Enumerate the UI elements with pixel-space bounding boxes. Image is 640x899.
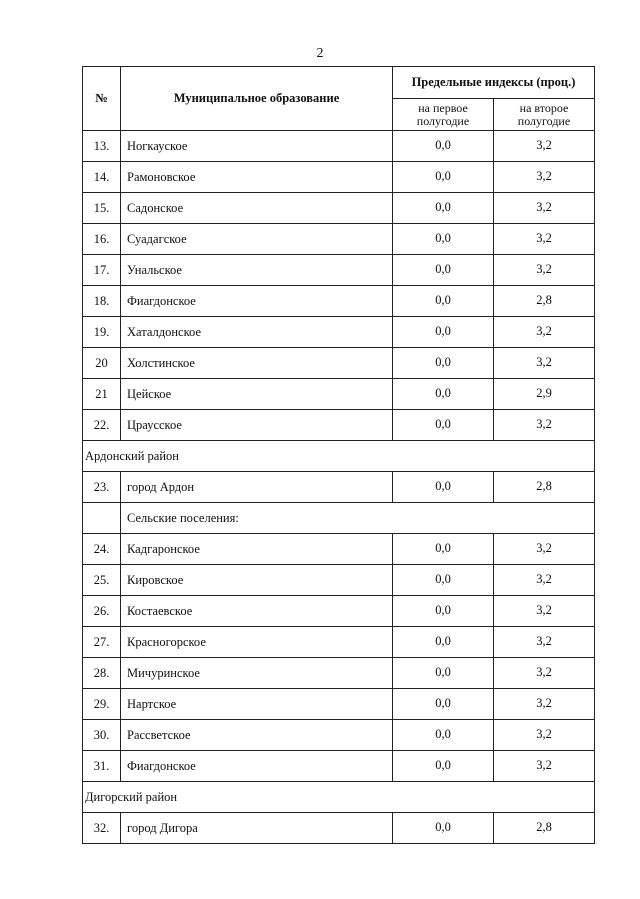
table-row — [83, 286, 595, 317]
limit-indices-table — [82, 66, 595, 844]
municipality-name: Рамоновское — [121, 162, 393, 193]
municipality-name: Хаталдонское — [121, 317, 393, 348]
first-half-index: 0,0 — [393, 720, 494, 751]
table-row — [83, 596, 595, 627]
row-number: 27. — [83, 627, 121, 658]
second-half-index: 3,2 — [494, 596, 595, 627]
column-header-municipality: Муниципальное образование — [121, 67, 393, 131]
first-half-index: 0,0 — [393, 286, 494, 317]
table-row — [83, 813, 595, 844]
row-number: 19. — [83, 317, 121, 348]
section-row — [83, 782, 595, 813]
column-header-second-half: на второе полугодие — [494, 99, 595, 131]
row-number: 20 — [83, 348, 121, 379]
second-half-index: 3,2 — [494, 565, 595, 596]
second-half-index: 3,2 — [494, 131, 595, 162]
row-number: 25. — [83, 565, 121, 596]
second-half-index: 3,2 — [494, 224, 595, 255]
table-row — [83, 410, 595, 441]
first-half-index: 0,0 — [393, 224, 494, 255]
municipality-name: Мичуринское — [121, 658, 393, 689]
table-row — [83, 658, 595, 689]
table-row — [83, 534, 595, 565]
table-row — [83, 627, 595, 658]
second-half-index: 2,8 — [494, 286, 595, 317]
table-row — [83, 317, 595, 348]
table-row — [83, 751, 595, 782]
second-half-index: 3,2 — [494, 193, 595, 224]
table-row — [83, 379, 595, 410]
municipality-name: город Дигора — [121, 813, 393, 844]
row-number: 18. — [83, 286, 121, 317]
municipality-name: Кадгаронское — [121, 534, 393, 565]
row-number: 15. — [83, 193, 121, 224]
first-half-index: 0,0 — [393, 379, 494, 410]
second-half-index: 3,2 — [494, 720, 595, 751]
first-half-index: 0,0 — [393, 410, 494, 441]
municipality-name: Рассветское — [121, 720, 393, 751]
first-half-index: 0,0 — [393, 255, 494, 286]
first-half-index: 0,0 — [393, 658, 494, 689]
row-number: 28. — [83, 658, 121, 689]
section-label: Ардонский район — [83, 441, 595, 472]
municipality-name: Садонское — [121, 193, 393, 224]
first-half-index: 0,0 — [393, 162, 494, 193]
first-half-index: 0,0 — [393, 348, 494, 379]
table-row — [83, 131, 595, 162]
municipality-name: Кировское — [121, 565, 393, 596]
row-number: 13. — [83, 131, 121, 162]
subsection-label: Сельские поселения: — [121, 503, 595, 534]
page-number: 2 — [316, 46, 324, 61]
row-number: 22. — [83, 410, 121, 441]
first-half-index: 0,0 — [393, 565, 494, 596]
municipality-name: Фиагдонское — [121, 751, 393, 782]
column-header-limit-indices: Предельные индексы (проц.) — [393, 67, 595, 99]
municipality-name: Фиагдонское — [121, 286, 393, 317]
table-row — [83, 193, 595, 224]
second-half-index: 3,2 — [494, 255, 595, 286]
municipality-name: Красногорское — [121, 627, 393, 658]
second-half-index: 3,2 — [494, 317, 595, 348]
row-number: 17. — [83, 255, 121, 286]
row-number: 24. — [83, 534, 121, 565]
municipality-name: Суадагское — [121, 224, 393, 255]
row-number: 23. — [83, 472, 121, 503]
row-number: 14. — [83, 162, 121, 193]
table-row — [83, 689, 595, 720]
table-row — [83, 255, 595, 286]
first-half-index: 0,0 — [393, 193, 494, 224]
second-half-index: 2,9 — [494, 379, 595, 410]
municipality-name: город Ардон — [121, 472, 393, 503]
row-number: 30. — [83, 720, 121, 751]
second-half-index: 2,8 — [494, 472, 595, 503]
second-half-index: 3,2 — [494, 162, 595, 193]
first-half-index: 0,0 — [393, 472, 494, 503]
municipality-name: Унальское — [121, 255, 393, 286]
column-header-number: № — [83, 67, 121, 131]
municipality-name: Ногкауское — [121, 131, 393, 162]
second-half-index: 3,2 — [494, 751, 595, 782]
section-label: Дигорский район — [83, 782, 595, 813]
table-row — [83, 472, 595, 503]
section-row — [83, 441, 595, 472]
row-number: 21 — [83, 379, 121, 410]
row-number: 29. — [83, 689, 121, 720]
table-row — [83, 224, 595, 255]
first-half-index: 0,0 — [393, 627, 494, 658]
second-half-index: 2,8 — [494, 813, 595, 844]
table-row — [83, 348, 595, 379]
first-half-index: 0,0 — [393, 534, 494, 565]
row-number: 26. — [83, 596, 121, 627]
first-half-index: 0,0 — [393, 751, 494, 782]
table-row — [83, 162, 595, 193]
first-half-index: 0,0 — [393, 131, 494, 162]
second-half-index: 3,2 — [494, 410, 595, 441]
second-half-index: 3,2 — [494, 689, 595, 720]
table-body — [83, 131, 595, 844]
municipality-name: Холстинское — [121, 348, 393, 379]
subsection-row — [83, 503, 595, 534]
column-header-first-half: на первое полугодие — [393, 99, 494, 131]
first-half-index: 0,0 — [393, 689, 494, 720]
second-half-index: 3,2 — [494, 348, 595, 379]
municipality-name: Цраусское — [121, 410, 393, 441]
first-half-index: 0,0 — [393, 813, 494, 844]
table-row — [83, 565, 595, 596]
municipality-name: Цейское — [121, 379, 393, 410]
second-half-index: 3,2 — [494, 534, 595, 565]
empty-cell — [83, 503, 121, 534]
second-half-index: 3,2 — [494, 658, 595, 689]
row-number: 31. — [83, 751, 121, 782]
row-number: 32. — [83, 813, 121, 844]
first-half-index: 0,0 — [393, 317, 494, 348]
first-half-index: 0,0 — [393, 596, 494, 627]
municipality-name: Нартское — [121, 689, 393, 720]
municipality-name: Костаевское — [121, 596, 393, 627]
row-number: 16. — [83, 224, 121, 255]
table-row — [83, 720, 595, 751]
second-half-index: 3,2 — [494, 627, 595, 658]
